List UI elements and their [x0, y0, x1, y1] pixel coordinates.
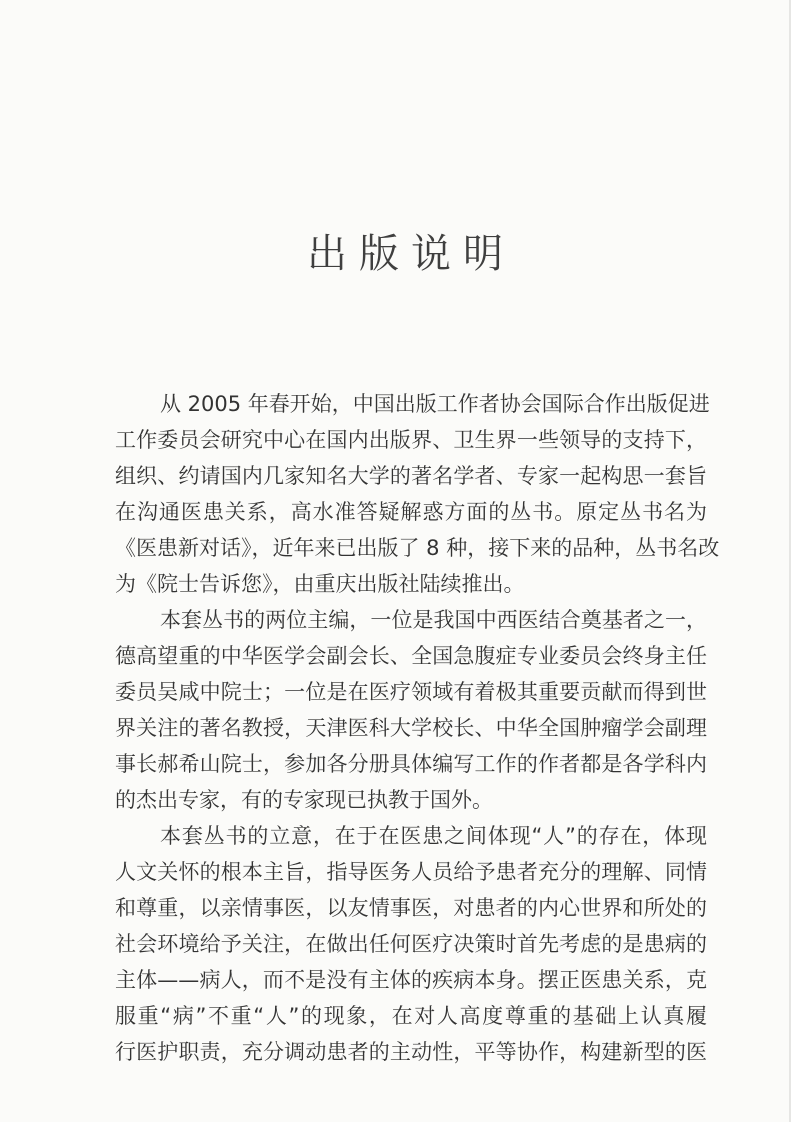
text-line: 在沟通医患关系，高水准答疑解惑方面的丛书。原定丛书名为 [115, 500, 707, 524]
text-line: 行医护职责，充分调动患者的主动性，平等协作，构建新型的医 [115, 1040, 707, 1064]
text-line: 主体——病人，而不是没有主体的疾病本身。摆正医患关系，克 [115, 968, 707, 992]
text-line: 服重“病”不重“人”的现象，在对人高度尊重的基础上认真履 [115, 1004, 707, 1028]
text-line: 组织、约请国内几家知名大学的著名学者、专家一起构思一套旨 [115, 464, 707, 488]
text-line: 社会环境给予关注，在做出任何医疗决策时首先考虑的是患病的 [115, 932, 707, 956]
paragraph-2 [115, 602, 707, 818]
text-line: 人文关怀的根本主旨，指导医务人员给予患者充分的理解、同情 [115, 860, 707, 884]
text-line: 界关注的著名教授，天津医科大学校长、中华全国肿瘤学会副理 [115, 716, 707, 740]
text-line: 委员吴咸中院士；一位是在医疗领域有着极其重要贡献而得到世 [115, 680, 707, 704]
text-line: 的杰出专家，有的专家现已执教于国外。 [115, 788, 493, 812]
paragraph-1 [115, 386, 720, 602]
text-line: 德高望重的中华医学会副会长、全国急腹症专业委员会终身主任 [115, 644, 707, 668]
text-line: 事长郝希山院士，参加各分册具体编写工作的作者都是各学科内 [115, 752, 707, 776]
text-line: 为《院士告诉您》，由重庆出版社陆续推出。 [115, 572, 525, 596]
text-line: 和尊重，以亲情事医，以友情事医，对患者的内心世界和所处的 [115, 896, 707, 920]
body-text [115, 386, 720, 1070]
text-line: 从 2005 年春开始，中国出版工作者协会国际合作出版促进 [160, 392, 710, 416]
text-line: 《医患新对话》，近年来已出版了 8 种，接下来的品种，丛书名改 [115, 536, 720, 560]
paragraph-3 [115, 818, 707, 1070]
text-line: 本套丛书的两位主编，一位是我国中西医结合奠基者之一， [160, 608, 707, 632]
text-line: 本套丛书的立意，在于在医患之间体现“人”的存在，体现 [160, 824, 707, 848]
page-title: 出版说明 [307, 231, 515, 277]
text-line: 工作委员会研究中心在国内出版界、卫生界一些领导的支持下， [115, 428, 707, 452]
